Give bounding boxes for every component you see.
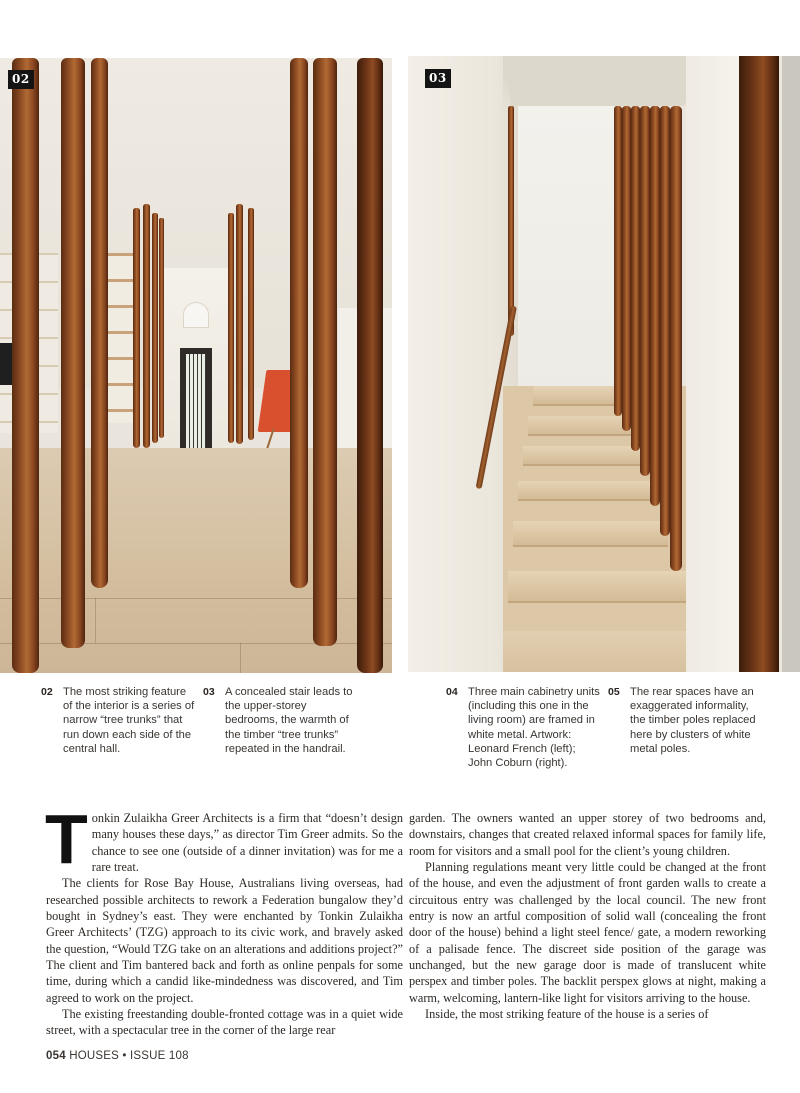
timber-pole [133, 208, 140, 448]
stair-step [508, 571, 688, 603]
article-paragraph [46, 1006, 403, 1039]
timber-pole [660, 106, 670, 536]
caption-text: Three main cabinetry units (including this one in the living room) are framed in white metal. Artwork: Leonard French (left); John Coburn (right). [468, 686, 600, 770]
paragraph-text: garden. The owners wanted an upper storey of two bedrooms and, downstairs, changes that created relaxed informal spaces for family life, room for visitors and a small pool for the client’s young children. [409, 811, 766, 858]
stair-step [523, 446, 643, 466]
paragraph-text: Planning regulations meant very little could be changed at the front of the house, and even the adjustment of front garden walls to create a circuitous entry was challenged by the local council. The new front entry is now an artful composition of solid wall (concealing the front door of the house) behind a light steel fence/ gate, a modern reworking of a palisade fence. The discreet side position of the garage was unchanged, but the new garage door is made of translucent white perspex and timber poles. The backlit perspex glows at night, making a warm, welcoming, lantern-like light for visitors arriving to the house. [409, 860, 766, 1005]
timber-pole [152, 213, 158, 443]
caption-05 [608, 685, 762, 756]
stair-step [513, 521, 668, 547]
caption-02 [41, 685, 195, 756]
caption-number: 05 [608, 686, 620, 698]
timber-pole [12, 58, 39, 673]
paragraph-text: Inside, the most striking feature of the house is a series of [425, 1007, 709, 1022]
paragraph-text: onkin Zulaikha Greer Architects is a firm that “doesn’t design many houses these days,” as director Tim Greer admits. So the chance to see one (outside of a dinner invitation) was for me a rare treat. [91, 811, 403, 875]
timber-pole [313, 58, 337, 646]
photo-concealed-stair [408, 56, 782, 672]
page-number: 054 [46, 1050, 66, 1062]
timber-pole [622, 106, 631, 431]
publication-issue: HOUSES • ISSUE 108 [69, 1050, 189, 1062]
timber-pole [631, 106, 640, 451]
drop-cap: T [45, 800, 86, 878]
page-gutter-shadow [782, 56, 800, 672]
article-paragraph [46, 875, 403, 1006]
caption-text: The most striking feature of the interior is a series of narrow “tree trunks” that run down each side of the central hall. [63, 686, 195, 755]
stair-right-wall [686, 56, 742, 672]
stair-step [518, 481, 653, 501]
timber-pole [91, 58, 108, 588]
caption-number: 02 [41, 686, 53, 698]
timber-pole [650, 106, 660, 506]
timber-pole [143, 204, 150, 448]
caption-04 [446, 685, 600, 770]
timber-pole [159, 218, 164, 438]
bookshelf-center [108, 253, 136, 423]
timber-pole [228, 213, 234, 443]
page-folio [46, 1050, 189, 1062]
caption-text: The rear spaces have an exaggerated informality, the timber poles replaced here by clusters of white metal poles. [630, 686, 756, 755]
photo-number-badge: 02 [8, 70, 34, 89]
timber-pole [614, 106, 622, 416]
timber-pole [290, 58, 308, 588]
photo-number-badge: 03 [425, 69, 451, 88]
timber-pole [739, 56, 779, 672]
caption-number: 04 [446, 686, 458, 698]
paragraph-text: The clients for Rose Bay House, Australians living overseas, had researched possible architects to rework a Federation bungalow they’d bought in Sydney’s east. They were enchanted by Tonkin Zulaikha Greer Architects’ (TZG) approach to its civic work, and bravely asked the question, “Would TZG take on an alterations and additions project?” The client and Tim bantered back and forth as online penpals for some time, during which a candid like-mindedness was discovered, and Tim agreed to work on the project. [46, 876, 403, 1005]
caption-03 [203, 685, 357, 756]
article-paragraph [409, 1006, 766, 1022]
photo-hall-tree-trunks [0, 58, 392, 673]
article-paragraph-intro [45, 800, 403, 878]
arch-window [183, 302, 209, 328]
article-column-left [45, 800, 403, 1039]
timber-pole [61, 58, 85, 648]
timber-pole [508, 106, 514, 336]
timber-pole [357, 58, 383, 673]
timber-pole [670, 106, 682, 571]
article-paragraph [409, 810, 766, 859]
article-paragraph [409, 859, 766, 1006]
front-door-screen [186, 354, 206, 450]
paragraph-text: The existing freestanding double-fronted cottage was in a quiet wide street, with a spectacular tree in the corner of the large rear [46, 1007, 403, 1038]
timber-pole [236, 204, 243, 444]
caption-text: A concealed stair leads to the upper-storey bedrooms, the warmth of the timber “tree trunks” repeated in the handrail. [225, 686, 353, 755]
ceiling-opening [503, 56, 708, 106]
caption-number: 03 [203, 686, 215, 698]
article-column-right [409, 810, 766, 1022]
timber-pole [640, 106, 650, 476]
timber-pole [248, 208, 254, 440]
